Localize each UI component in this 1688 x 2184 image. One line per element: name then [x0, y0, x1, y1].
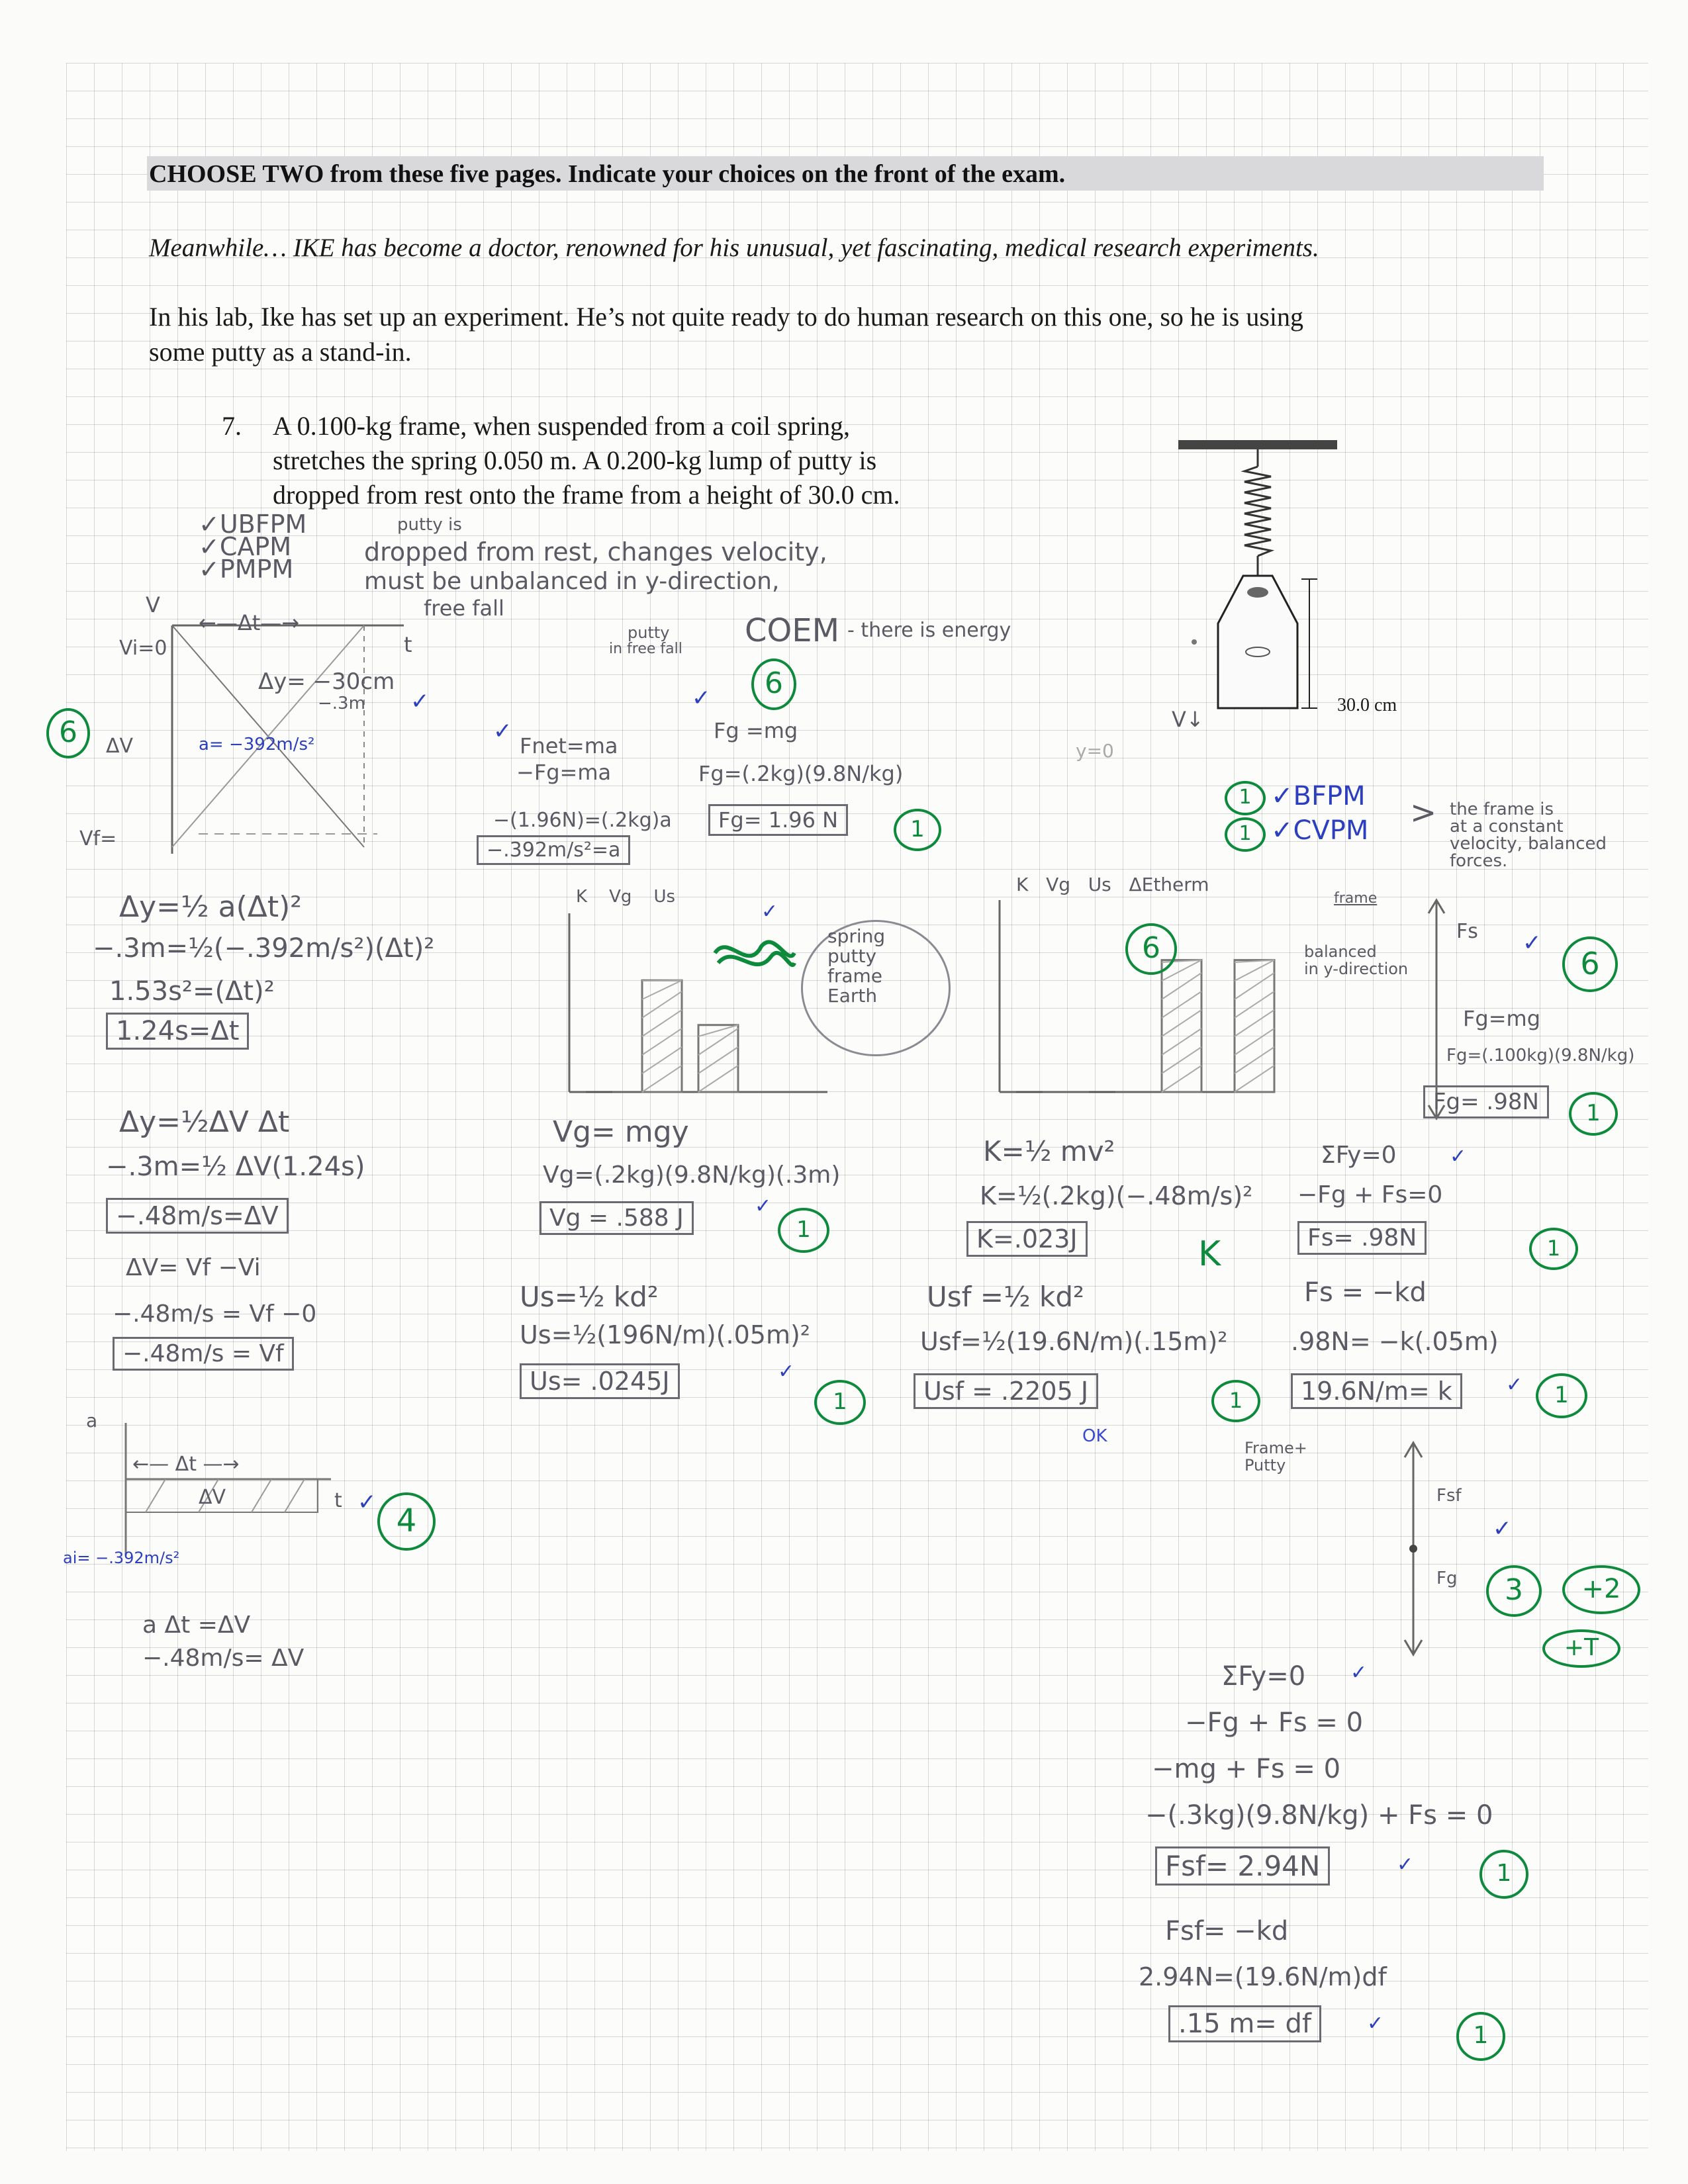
check-mark: ✓	[1350, 1661, 1368, 1684]
vt-vi: Vi=0	[119, 637, 167, 660]
check-mark: ✓	[755, 1195, 772, 1218]
bar-hatch	[642, 980, 682, 999]
kin-line7: −.48m/s = Vf −0	[113, 1300, 317, 1328]
eq-answer-box2: .15 m= df	[1168, 2005, 1321, 2042]
problem-line2: stretches the spring 0.050 m. A 0.200-kg lump of putty is	[273, 445, 877, 475]
model-ubfpm: ✓UBFPM	[199, 510, 307, 539]
system-putty: putty	[827, 945, 877, 967]
model-note-line4: free fall	[424, 596, 504, 621]
fnet-answer-box: −.392m/s²=a	[477, 835, 630, 865]
kin-line4: Δy=½ΔV Δt	[119, 1105, 290, 1139]
fg-answer-box: Fg= 1.96 N	[708, 804, 848, 836]
score-bars-circle: 6	[1125, 923, 1177, 975]
k-answer-box: K=.023J	[966, 1221, 1088, 1257]
check-mark: ✓	[1523, 930, 1542, 956]
bar-chart2-labels: K Vg Us ΔEtherm	[1016, 874, 1209, 895]
system-earth: Earth	[827, 985, 878, 1007]
at-t-label: t	[334, 1489, 342, 1512]
check-mark: ✓	[692, 685, 711, 711]
check-mark: ✓	[1367, 2012, 1384, 2035]
point-circle: 1	[1529, 1228, 1578, 1270]
at-delta-v: ΔV	[199, 1486, 226, 1509]
vt-delta-v: ΔV	[106, 735, 134, 758]
bonus-circle: +2	[1562, 1565, 1640, 1614]
model-note-line3: must be unbalanced in y-direction,	[364, 568, 780, 595]
frame-fg-mg: Fg=mg	[1463, 1006, 1541, 1031]
vg-answer-box: Vg = .588 J	[539, 1201, 694, 1235]
spring-frame-figure	[1165, 430, 1430, 774]
point-circle: 1	[1456, 2012, 1505, 2061]
frame-note-line4: forces.	[1450, 851, 1508, 871]
check-mark: ✓	[493, 718, 512, 745]
k-line2: K=½(.2kg)(−.48m/s)²	[980, 1181, 1253, 1210]
check-mark: ✓	[1397, 1853, 1414, 1876]
point-circle: 1	[1479, 1850, 1528, 1899]
check-mark: ✓	[778, 1360, 795, 1383]
vg-line1: Vg= mgy	[553, 1115, 689, 1149]
frame-fg-calc: Fg=(.100kg)(9.8N/kg)	[1446, 1046, 1635, 1066]
score-at-circle: 4	[377, 1492, 436, 1551]
point-circle: 1	[1569, 1092, 1618, 1136]
coem-label: COEM	[745, 612, 840, 649]
check-mark: ✓	[357, 1489, 377, 1516]
score-putty-circle: 6	[751, 659, 796, 710]
usf-line1: Usf =½ kd²	[927, 1281, 1084, 1313]
vg-line2: Vg=(.2kg)(9.8N/kg)(.3m)	[543, 1161, 841, 1189]
fnet-line1: Fnet=ma	[520, 733, 618, 758]
at-delta-t: ←— Δt —→	[132, 1453, 240, 1476]
model-note-line2: dropped from rest, changes velocity,	[364, 537, 827, 567]
balanced-note	[1304, 943, 1408, 978]
us-answer-box: Us= .0245J	[520, 1363, 680, 1399]
vt-delta-t: ←—Δt—→	[199, 610, 300, 635]
putty-sub: in free fall	[609, 641, 682, 657]
header-instruction: CHOOSE TWO from these five pages. Indicate your choices on the front of the exam.	[149, 160, 1066, 188]
point-circle: 1	[1536, 1373, 1587, 1418]
kin-answer-box: 1.24s=Δt	[106, 1013, 249, 1050]
bar-hatch	[642, 980, 682, 981]
problem-line3: dropped from rest onto the frame from a height of 30.0 cm.	[273, 480, 900, 510]
fg-label: Fg	[1436, 1569, 1458, 1588]
graph-paper-background	[66, 63, 1648, 2151]
eq-line4: −(.3kg)(9.8N/kg) + Fs = 0	[1145, 1800, 1493, 1831]
frame-fs-label: Fs	[1456, 920, 1478, 943]
fnet-line3: −(1.96N)=(.2kg)a	[493, 809, 672, 832]
kin-line1: Δy=½ a(Δt)²	[119, 890, 302, 924]
check-mark: ✓	[1493, 1516, 1512, 1542]
kin-line6: ΔV= Vf −Vi	[126, 1254, 261, 1281]
balanced-line2: in y-direction	[1304, 960, 1409, 978]
brace-arrow: >	[1410, 794, 1437, 831]
at-axis-a: a	[86, 1410, 98, 1432]
point-circle: 1	[814, 1380, 866, 1425]
fnet-line2: −Fg=ma	[516, 760, 612, 785]
model-list	[199, 510, 307, 584]
frame-putty-line1: Frame+	[1244, 1439, 1307, 1457]
score-frame-circle: 6	[1562, 936, 1618, 992]
us-line2: Us=½(196N/m)(.05m)²	[520, 1320, 811, 1349]
model-cvpm: ✓CVPM	[1271, 815, 1369, 846]
frame-putty-force-arrows	[1397, 1436, 1436, 1661]
check-mark: ✓	[1506, 1373, 1523, 1396]
frame-note-line2: at a constant	[1450, 817, 1564, 837]
energy-bar-chart-final	[986, 874, 1264, 1105]
eq-answer-box: Fsf= 2.94N	[1155, 1846, 1330, 1886]
us-line1: Us=½ kd²	[520, 1281, 659, 1313]
eq-line2: −Fg + Fs = 0	[1185, 1707, 1364, 1738]
hooke-line2: .98N= −k(.05m)	[1291, 1327, 1499, 1356]
eq-line3: −mg + Fs = 0	[1152, 1754, 1341, 1784]
at-ai: ai= −.392m/s²	[63, 1549, 180, 1567]
fg-line1: Fg =mg	[714, 718, 798, 743]
intro-italic-line: Meanwhile… IKE has become a doctor, renowned for his unusual, yet fascinating, medical research experiments.	[149, 234, 1319, 262]
putty-lump	[1247, 587, 1268, 598]
system-list	[827, 927, 885, 1006]
check-mark: ✓	[410, 688, 430, 715]
sf-answer-box: Fs= .98N	[1297, 1221, 1427, 1255]
kin-answer-box3: −.48m/s = Vf	[113, 1337, 294, 1371]
frame-fg-answer: Fg= .98N	[1423, 1085, 1549, 1118]
putty-label: putty	[628, 623, 670, 642]
bfpm-point: 1	[1225, 781, 1266, 815]
kin-line5: −.3m=½ ΔV(1.24s)	[106, 1152, 365, 1182]
velocity-down-label: V↓	[1172, 707, 1204, 732]
ok-mark: OK	[1082, 1426, 1107, 1446]
kin-line2: −.3m=½(−.392m/s²)(Δt)²	[93, 933, 435, 964]
frame-label: frame	[1334, 890, 1378, 907]
system-spring: spring	[827, 925, 886, 947]
frame-putty-label	[1244, 1439, 1307, 1474]
model-note-putty: putty is	[397, 515, 462, 535]
vt-vf: Vf=	[79, 827, 117, 850]
hooke-answer-box: 19.6N/m= k	[1291, 1373, 1462, 1409]
eq-line5: Fsf= −kd	[1165, 1916, 1289, 1946]
model-capm: ✓CAPM	[199, 532, 292, 561]
bar-Us	[1162, 960, 1201, 1092]
frame-note-line3: velocity, balanced	[1450, 834, 1607, 854]
k-line1: K=½ mv²	[983, 1135, 1115, 1167]
bar-chart1-labels: K Vg Us	[576, 887, 676, 907]
vt-delta-y-m: −.3m	[318, 694, 365, 713]
vt-accel: a= −392m/s²	[199, 735, 315, 754]
at-line2: −.48m/s= ΔV	[142, 1645, 305, 1672]
green-scribble	[708, 927, 801, 986]
usf-line2: Usf=½(19.6N/m)(.15m)²	[920, 1327, 1228, 1356]
figure-height-label: 30.0 cm	[1337, 695, 1397, 715]
fg-line2: Fg=(.2kg)(9.8N/kg)	[698, 761, 904, 786]
check-mark: ✓	[1450, 1145, 1467, 1168]
intro-paragraph-line1: In his lab, Ike has set up an experiment. He’s not quite ready to do human research on this one, so he is using	[149, 302, 1304, 332]
kin-line3: 1.53s²=(Δt)²	[109, 976, 275, 1007]
coem-note: - there is energy	[847, 619, 1011, 642]
eq-line6: 2.94N=(19.6N/m)df	[1139, 1962, 1387, 1991]
y-zero-label: y=0	[1076, 740, 1114, 762]
at-line1: a Δt =ΔV	[142, 1612, 251, 1639]
acceleration-time-graph	[119, 1416, 384, 1562]
hooke-line1: Fs = −kd	[1304, 1277, 1427, 1308]
point-circle: 1	[1211, 1380, 1260, 1422]
score-left-circle: 6	[46, 708, 90, 758]
check-mark: ✓	[761, 900, 778, 923]
vt-t-label: t	[404, 632, 412, 657]
problem-number: 7.	[222, 411, 242, 441]
frame-note	[1450, 801, 1607, 870]
frame-putty-line2: Putty	[1244, 1456, 1286, 1475]
problem-line1: A 0.100-kg frame, when suspended from a coil spring,	[273, 411, 851, 441]
vt-axis-v: V	[146, 592, 160, 617]
energy-bar-chart-initial	[556, 887, 834, 1105]
k-mark: K	[1198, 1234, 1221, 1274]
bar-hatch	[698, 1025, 738, 1036]
bonus-circle-2: +T	[1542, 1629, 1620, 1668]
usf-answer-box: Usf = .2205 J	[914, 1373, 1098, 1409]
point-circle: 1	[894, 809, 941, 851]
point-circle: 1	[778, 1208, 829, 1253]
cvpm-point: 1	[1225, 817, 1266, 852]
sf-line2: −Fg + Fs=0	[1297, 1181, 1443, 1208]
ceiling-bar	[1178, 440, 1337, 449]
model-pmpm: ✓PMPM	[199, 555, 294, 584]
fsf-label: Fsf	[1436, 1486, 1462, 1506]
vt-delta-y: Δy= −30cm	[258, 668, 395, 695]
kin-answer-box2: −.48m/s=ΔV	[106, 1198, 289, 1234]
balanced-line1: balanced	[1304, 942, 1377, 961]
score-fp-circle: 3	[1486, 1565, 1542, 1617]
model-bfpm: ✓BFPM	[1271, 781, 1366, 811]
sf-line1: ΣFy=0	[1321, 1142, 1397, 1169]
intro-paragraph-line2: some putty as a stand-in.	[149, 337, 412, 367]
frame-note-line1: the frame is	[1450, 799, 1554, 819]
eq-line1: ΣFy=0	[1221, 1661, 1306, 1692]
coil-spring	[1244, 467, 1271, 556]
system-frame: frame	[827, 965, 883, 987]
